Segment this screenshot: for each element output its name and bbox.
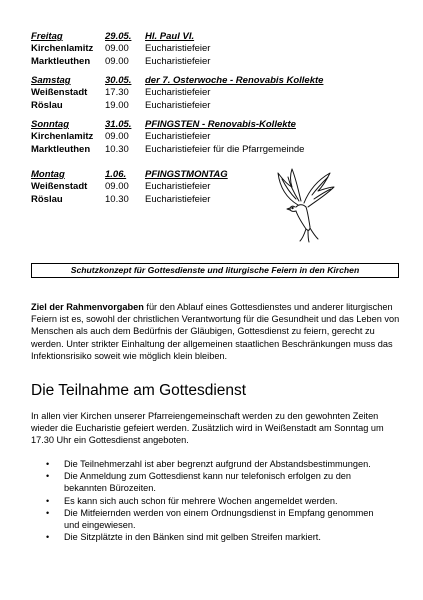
bullet-icon: • [46, 459, 50, 469]
bullet-icon: • [46, 532, 50, 543]
entry-time: 09.00 [105, 55, 129, 67]
service-entry [31, 100, 371, 113]
list-item [46, 495, 391, 507]
entry-place: Röslau [31, 99, 63, 111]
entry-place: Weißenstadt [31, 87, 88, 98]
schedule-day-sunday [31, 118, 371, 156]
day-date: 31.05. [105, 119, 132, 130]
list-item [46, 458, 391, 470]
day-weekday: Freitag [31, 31, 63, 42]
entry-place: Kirchenlamitz [31, 131, 94, 142]
entry-service: Eucharistiefeier [145, 181, 211, 192]
list-item-text: Die Mitfeiernden werden von einem Ordnungsdienst in Empfang genommen und eingewiesen. [64, 507, 374, 531]
list-item-text: Die Teilnehmerzahl ist aber begrenzt aufgrund der Abstandsbestimmungen. [64, 459, 371, 469]
entry-place: Röslau [31, 193, 63, 205]
day-header [31, 74, 371, 87]
day-feast: PFINGSTMONTAG [145, 169, 228, 180]
schedule-day-saturday [31, 74, 371, 112]
list-item [46, 470, 391, 494]
bullet-icon: • [46, 495, 50, 506]
day-feast: Hl. Paul VI. [145, 31, 195, 42]
intro-text: für den Ablauf eines Gottesdienstes und anderer liturgischen Feiern ist es, sowohl der christlichen Verantwortung für die Gesundheit und das Leben von Menschen als auch dem Bedürfnis der Gläubigen, Gottesdienst zu feiern, gerecht zu werden. Unter strikter Einhaltung der allgemeinen staatlichen Beschränkungen muss das Infektionsrisiko soweit wie möglich klein bleiben. [31, 302, 400, 361]
day-weekday: Samstag [31, 75, 71, 86]
list-item [46, 531, 391, 543]
entry-service: Eucharistiefeier für die Pfarrgemeinde [145, 143, 305, 155]
entry-time: 09.00 [105, 181, 129, 192]
entry-service: Eucharistiefeier [145, 43, 211, 54]
intro-lead: Ziel der Rahmenvorgaben [31, 302, 144, 312]
entry-time: 17.30 [105, 87, 129, 98]
entry-service: Eucharistiefeier [145, 99, 211, 111]
day-feast: PFINGSTEN - Renovabis-Kollekte [145, 119, 296, 130]
entry-time: 09.00 [105, 43, 129, 54]
entry-time: 10.30 [105, 143, 129, 155]
entry-service: Eucharistiefeier [145, 87, 211, 98]
section-banner: Schutzkonzept für Gottesdienste und liturgische Feiern in den Kirchen [31, 263, 399, 278]
entry-time: 19.00 [105, 99, 129, 111]
service-entry [31, 87, 371, 100]
entry-service: Eucharistiefeier [145, 193, 211, 205]
dove-illustration [268, 165, 338, 243]
service-entry [31, 131, 371, 144]
service-entry [31, 144, 371, 157]
day-header [31, 30, 371, 43]
bullet-icon: • [46, 507, 50, 518]
day-feast: der 7. Osterwoche - Renovabis Kollekte [145, 75, 324, 86]
entry-place: Marktleuthen [31, 55, 91, 67]
day-header [31, 118, 371, 131]
bullet-list [46, 458, 391, 543]
bullet-icon: • [46, 471, 50, 482]
entry-place: Weißenstadt [31, 181, 88, 192]
day-weekday: Sonntag [31, 119, 69, 130]
entry-service: Eucharistiefeier [145, 131, 211, 142]
schedule-day-friday [31, 30, 371, 68]
list-item [46, 507, 391, 531]
entry-time: 10.30 [105, 193, 129, 205]
entry-service: Eucharistiefeier [145, 55, 211, 67]
entry-time: 09.00 [105, 131, 129, 142]
section-heading: Die Teilnahme am Gottesdienst [31, 382, 247, 399]
service-entry [31, 43, 371, 56]
entry-place: Kirchenlamitz [31, 43, 94, 54]
intro-paragraph [31, 301, 403, 362]
list-item-text: Die Anmeldung zum Gottesdienst kann nur telefonisch erfolgen zu den bekannten Bürozeiten. [64, 471, 352, 494]
day-date: 1.06. [105, 169, 127, 180]
day-date: 30.05. [105, 75, 132, 86]
day-weekday: Montag [31, 169, 65, 180]
list-item-text: Die Sitzplätzte in den Bänken sind mit gelben Streifen markiert. [64, 532, 321, 543]
service-entry [31, 56, 371, 69]
day-date: 29.05. [105, 31, 132, 42]
body-paragraph: In allen vier Kirchen unserer Pfarreiengemeinschaft werden zu den gewohnten Zeiten wieder die Eucharistie gefeiert werden. Zusätzlich wird in Weißenstadt am Sonntag um 17.30 Uhr ein Gottesdienst angeboten. [31, 411, 384, 446]
entry-place: Marktleuthen [31, 143, 91, 155]
list-item-text: Es kann sich auch schon für mehrere Wochen angemeldet werden. [64, 495, 338, 506]
